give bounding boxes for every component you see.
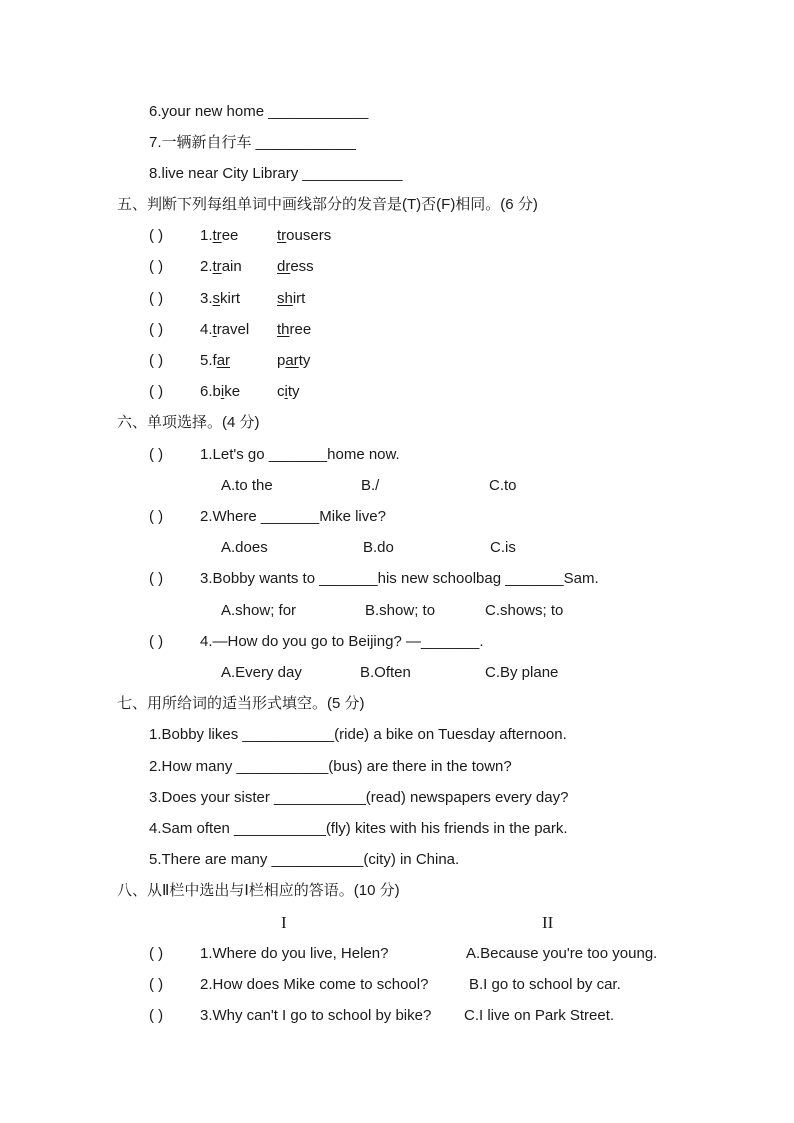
answer-paren-text: ( ) <box>149 290 164 307</box>
column-ii-header: II <box>542 913 554 932</box>
answer-paren[interactable] <box>149 382 163 402</box>
section-7-title: 七、用所给词的适当形式填空。(5 分) <box>117 695 365 712</box>
option-b: B.show; to <box>365 602 436 619</box>
question-text: 2.How does Mike come to school? <box>200 976 429 993</box>
word-first <box>200 351 230 371</box>
underlined-part: ar <box>216 352 231 369</box>
underlined-part: tr <box>277 227 287 244</box>
item-number: 2. <box>200 258 213 275</box>
underlined-part: tr <box>212 258 222 275</box>
option-a: A.show; for <box>221 602 297 619</box>
question-text: 3.Bobby wants to _______his new schoolbag _______Sam. <box>200 570 599 587</box>
section-5-title: 五、判断下列每组单词中画线部分的发音是(T)否(F)相同。(6 分) <box>117 196 538 213</box>
word-suffix: kirt <box>220 290 241 307</box>
underlined-part: s <box>212 290 221 307</box>
option-c: C.shows; to <box>485 602 564 619</box>
word-suffix: ke <box>224 383 241 400</box>
word-suffix: irt <box>292 290 306 307</box>
answer-paren[interactable]: ( ) <box>149 945 164 962</box>
answer-paren[interactable] <box>149 226 163 246</box>
underlined-part: tr <box>212 227 222 244</box>
word-suffix: ee <box>221 227 239 244</box>
question-text: 4.—How do you go to Beijing? —_______. <box>200 633 484 650</box>
option-a: A.does <box>221 539 268 556</box>
word-first <box>200 320 249 340</box>
section-8-title: 八、从Ⅱ栏中选出与Ⅰ栏相应的答语。(10 分) <box>117 882 400 899</box>
option-a: A.Every day <box>221 664 302 681</box>
option-c: C.By plane <box>485 664 559 681</box>
underlined-part: t <box>212 321 217 338</box>
answer-paren[interactable]: ( ) <box>149 446 164 463</box>
answer-paren-text: ( ) <box>149 321 164 338</box>
answer-paren[interactable]: ( ) <box>149 1007 164 1024</box>
item-number: 5. <box>200 352 213 369</box>
word-second <box>277 257 314 277</box>
answer-paren-text: ( ) <box>149 227 164 244</box>
fill-item-5: 5.There are many ___________(city) in China. <box>149 851 460 868</box>
word-prefix: p <box>277 352 286 369</box>
answer-paren-text: ( ) <box>149 258 164 275</box>
fill-item-2: 2.How many ___________(bus) are there in the town? <box>149 758 512 775</box>
word-second <box>277 320 311 340</box>
word-first <box>200 289 240 309</box>
word-suffix: ess <box>290 258 314 275</box>
answer-option: C.I live on Park Street. <box>464 1007 615 1024</box>
item-number: 1. <box>200 227 213 244</box>
question-text: 3.Why can't I go to school by bike? <box>200 1007 432 1024</box>
word-second <box>277 351 310 371</box>
underlined-part: dr <box>277 258 291 275</box>
question-text: 1.Where do you live, Helen? <box>200 945 389 962</box>
question-text: 1.Let's go _______home now. <box>200 446 400 463</box>
option-c: C.is <box>490 539 516 556</box>
answer-paren[interactable]: ( ) <box>149 508 164 525</box>
word-first <box>200 226 238 246</box>
option-b: B./ <box>361 477 380 494</box>
answer-paren-text: ( ) <box>149 352 164 369</box>
option-c: C.to <box>489 477 517 494</box>
underlined-part: sh <box>277 290 293 307</box>
word-suffix: ousers <box>286 227 332 244</box>
word-suffix: ty <box>298 352 311 369</box>
word-second <box>277 382 300 402</box>
answer-paren[interactable] <box>149 289 163 309</box>
word-prefix: c <box>277 383 285 400</box>
word-suffix: ree <box>289 321 312 338</box>
column-i-header: I <box>281 913 287 932</box>
word-prefix: b <box>212 383 221 400</box>
answer-paren[interactable]: ( ) <box>149 633 164 650</box>
word-suffix: ravel <box>216 321 250 338</box>
fill-item-4: 4.Sam often ___________(fly) kites with his friends in the park. <box>149 820 568 837</box>
answer-paren[interactable] <box>149 320 163 340</box>
word-first <box>200 382 240 402</box>
answer-paren-text: ( ) <box>149 383 164 400</box>
answer-option: A.Because you're too young. <box>466 945 658 962</box>
answer-paren[interactable] <box>149 257 163 277</box>
option-a: A.to the <box>221 477 273 494</box>
item-number: 3. <box>200 290 213 307</box>
phrase-item-7: 7.一辆新自行车 ____________ <box>149 134 356 151</box>
answer-paren[interactable]: ( ) <box>149 570 164 587</box>
answer-paren[interactable]: ( ) <box>149 976 164 993</box>
fill-item-3: 3.Does your sister ___________(read) newspapers every day? <box>149 789 569 806</box>
question-text: 2.Where _______Mike live? <box>200 508 386 525</box>
underlined-part: i <box>284 383 288 400</box>
fill-item-1: 1.Bobby likes ___________(ride) a bike on Tuesday afternoon. <box>149 726 567 743</box>
answer-option: B.I go to school by car. <box>469 976 621 993</box>
word-second <box>277 289 305 309</box>
word-suffix: ty <box>287 383 300 400</box>
underlined-part: th <box>277 321 290 338</box>
phrase-item-8: 8.live near City Library ____________ <box>149 165 403 182</box>
answer-paren[interactable] <box>149 351 163 371</box>
word-prefix: f <box>212 352 217 369</box>
phrase-item-6: 6.your new home ____________ <box>149 103 369 120</box>
word-second <box>277 226 331 246</box>
section-6-title: 六、单项选择。(4 分) <box>117 414 260 431</box>
item-number: 6. <box>200 383 213 400</box>
word-first <box>200 257 242 277</box>
option-b: B.Often <box>360 664 411 681</box>
underlined-part: i <box>220 383 225 400</box>
item-number: 4. <box>200 321 213 338</box>
word-suffix: ain <box>221 258 242 275</box>
underlined-part: ar <box>285 352 299 369</box>
option-b: B.do <box>363 539 394 556</box>
